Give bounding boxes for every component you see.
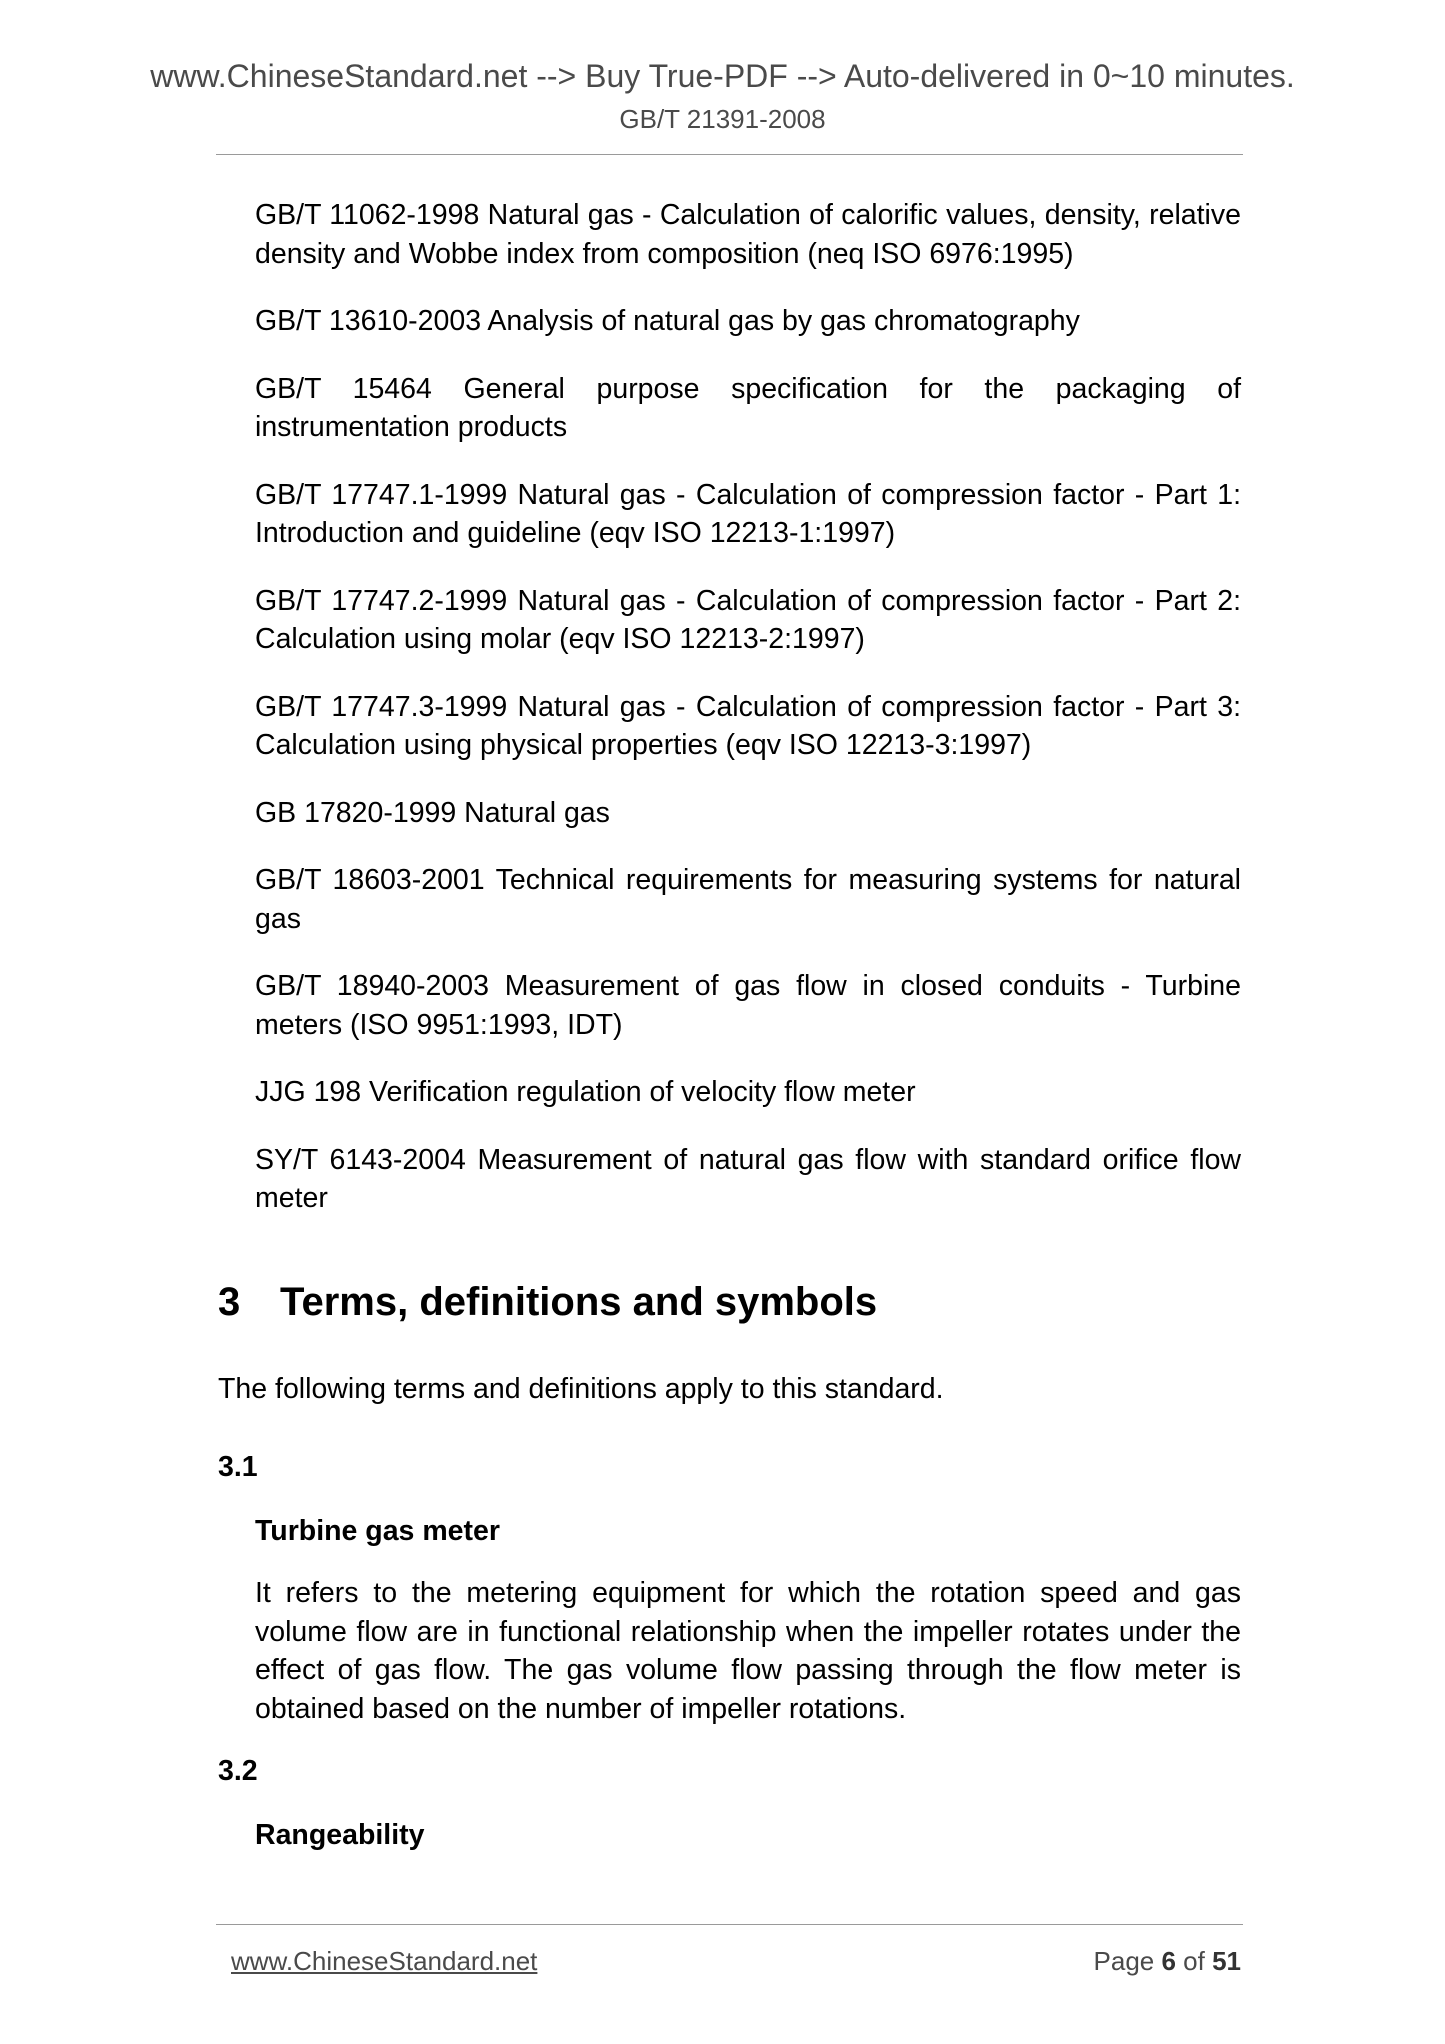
reference-item: GB/T 18940-2003 Measurement of gas flow in closed conduits - Turbine meters (ISO 9951:1993, IDT) [255,970,1241,1041]
page-indicator [1094,1944,1241,1978]
term-definition: It refers to the metering equipment for which the rotation speed and gas volume flow are in functional relationship when the impeller rotates under the effect of gas flow. The gas volume flow passing through the flow meter is obtained based on the number of impeller rotations. [255,1577,1241,1725]
reference-item: GB/T 17747.1-1999 Natural gas - Calculation of compression factor - Part 1: Introduction and guideline (eqv ISO 12213-1:1997) [255,478,1241,549]
section-heading [218,1278,877,1326]
reference-item: GB/T 17747.3-1999 Natural gas - Calculation of compression factor - Part 3: Calculation using physical properties (eqv ISO 12213-3:1997) [255,690,1241,761]
reference-item: SY/T 6143-2004 Measurement of natural gas flow with standard orifice flow meter [255,1143,1241,1214]
footer-site-link[interactable]: www.ChineseStandard.net [231,1946,538,1976]
reference-item: GB 17820-1999 Natural gas [255,796,610,829]
page-of: of [1175,1946,1213,1976]
page-current: 6 [1161,1946,1176,1976]
reference-item: GB/T 17747.2-1999 Natural gas - Calculation of compression factor - Part 2: Calculation using molar (eqv ISO 12213-2:1997) [255,584,1241,655]
term-title: Turbine gas meter [255,1515,500,1547]
clause-number: 3.1 [218,1451,258,1483]
reference-item: JJG 198 Verification regulation of velocity flow meter [255,1076,916,1108]
header-divider [216,154,1243,155]
page-total: 51 [1212,1946,1241,1976]
page-prefix: Page [1093,1946,1162,1976]
reference-item: GB/T 15464 General purpose specification for the packaging of instrumentation products [255,372,1241,443]
section-number: 3 [218,1280,241,1324]
normative-references-list [255,196,1241,1247]
clause-number: 3.2 [218,1755,258,1787]
header-banner: www.ChineseStandard.net --> Buy True-PDF --> Auto-delivered in 0~10 minutes. [150,58,1295,94]
footer-divider [216,1924,1243,1925]
term-title: Rangeability [255,1819,425,1851]
section-intro: The following terms and definitions apply to this standard. [218,1373,944,1405]
reference-item: GB/T 13610-2003 Analysis of natural gas by gas chromatography [255,305,1080,337]
document-id: GB/T 21391-2008 [619,104,826,134]
reference-item: GB/T 18603-2001 Technical requirements for measuring systems for natural gas [255,864,1241,935]
section-title: Terms, definitions and symbols [280,1280,878,1324]
reference-item: GB/T 11062-1998 Natural gas - Calculation of calorific values, density, relative density and Wobbe index from composition (neq ISO 6976:1995) [255,199,1241,270]
